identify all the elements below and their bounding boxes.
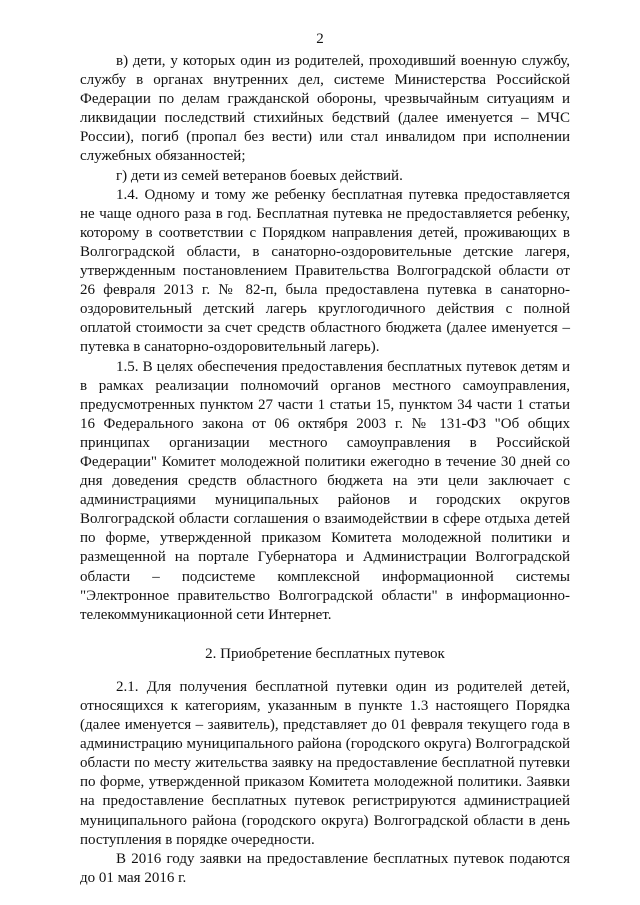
paragraph-item-g: г) дети из семей ветеранов боевых действий. xyxy=(116,167,403,184)
section-heading: 2. Приобретение бесплатных путевок xyxy=(205,645,445,662)
paragraph-item-v: в) дети, у которых один из родителей, проходивший военную службу, службу в органах внутренних дел, системе Министерства Российской Федерации по делам гражданской обороны, чрезвычайным ситуациям и ликвидации последствий стихийных бедствий (далее именуется – МЧС России), погиб (пропал без вести) или стал инвалидом при исполнении служебных обязанностей; xyxy=(80,53,570,165)
paragraph-2016-deadline: В 2016 году заявки на предоставление бесплатных путевок подаются до 01 мая 2016 г. xyxy=(80,850,570,886)
document-body xyxy=(80,52,570,888)
paragraph-1-5: 1.5. В целях обеспечения предоставления бесплатных путевок детям и в рамках реализации полномочий органов местного самоуправления, предусмотренных пунктом 27 части 1 статьи 15, пунктом 34 части 1 статьи 16 Федерального закона от 06 октября 2003 г. № 131-ФЗ "Об общих принципах организации местного самоуправления в Российской Федерации" Комитет молодежной политики ежегодно в течение 30 дней со дня доведения средств областного бюджета на эти цели заключает с администрациями муниципальных районов и городских округов Волгоградской области соглашения о взаимодействии в сфере отдыха детей по форме, утвержденной приказом Комитета молодежной политики и размещенной на портале Губернатора и Администрации Волгоградской области – подсистеме комплексной информационной системы "Электронное правительство Волгоградской области" в информационно-телекоммуникационной сети Интернет. xyxy=(80,358,570,623)
paragraph-2-1: 2.1. Для получения бесплатной путевки один из родителей детей, относящихся к категориям, указанным в пункте 1.3 настоящего Порядка (далее именуется – заявитель), представляет до 01 февраля текущего года в администрацию муниципального района (городского округа) Волгоградской области по месту жительства заявку на предоставление бесплатной путевки по форме, утвержденной приказом Комитета молодежной политики. Заявки на предоставление бесплатных путевок регистрируются администрацией муниципального района (городского округа) Волгоградской области в день поступления в порядке очередности. xyxy=(80,678,570,848)
paragraph-1-4: 1.4. Одному и тому же ребенку бесплатная путевка предоставляется не чаще одного раза в год. Бесплатная путевка не предоставляется ребенку, которому в соответствии с Порядком направления детей, проживающих в Волгоградской области, в санаторно-оздоровительные детские лагеря, утвержденным постановлением Правительства Волгоградской области от 26 февраля 2013 г. № 82-п, была предоставлена путевка в санаторно-оздоровительный детский лагерь круглогодичного действия с полной оплатой стоимости за счет средств областного бюджета (далее именуется – путевка в санаторно-оздоровительный лагерь). xyxy=(80,186,570,356)
page-number: 2 xyxy=(316,31,324,47)
